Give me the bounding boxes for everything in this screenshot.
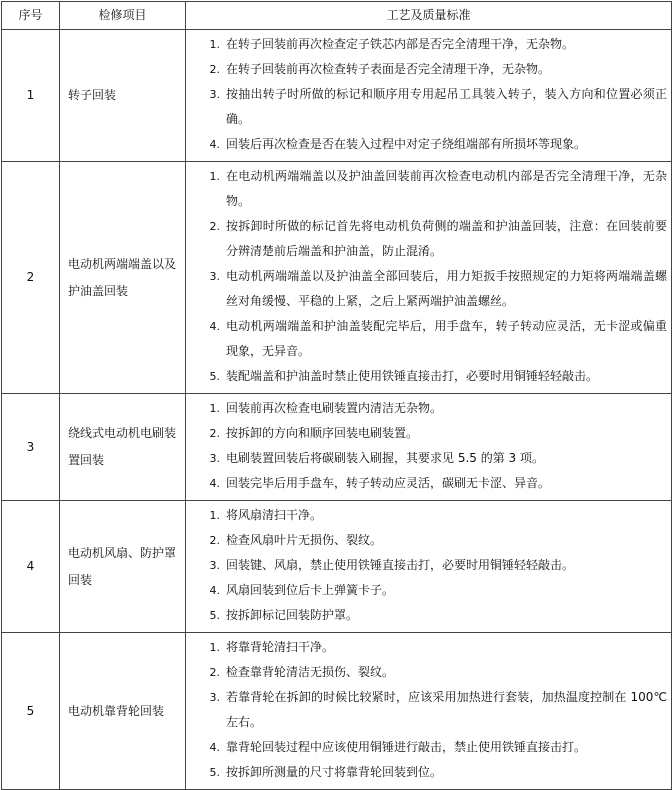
table-row <box>2 633 672 790</box>
list-item <box>186 164 667 214</box>
row-standards-list <box>186 30 672 162</box>
list-item <box>186 314 667 364</box>
maintenance-standards-table <box>1 1 672 790</box>
table-row <box>2 30 672 162</box>
table-row <box>2 394 672 501</box>
table-body <box>2 30 672 790</box>
list-item-text: 回装键、风扇，禁止使用铁锤直接击打，必要时用铜锤轻轻敲击。 <box>226 558 575 572</box>
list-item-text: 电刷装置回装后将碳刷装入刷握，其要求见 5.5 的第 3 项。 <box>226 451 544 465</box>
list-item-text: 将风扇清扫干净。 <box>226 508 323 522</box>
list-item <box>186 364 667 389</box>
list-item <box>186 57 667 82</box>
list-item-text: 回装完毕后用手盘车，转子转动应灵活，碳刷无卡涩、异音。 <box>226 476 551 490</box>
row-serial-number: 2 <box>2 162 60 394</box>
list-item-number: 1. <box>209 641 220 654</box>
list-item-text: 按拆卸时所做的标记首先将电动机负荷侧的端盖和护油盖回装，注意：在回装前要分辨清楚前后端盖和护油盖，防止混淆。 <box>226 219 667 258</box>
list-item-text: 若靠背轮在拆卸的时候比较紧时，应该采用加热进行套装，加热温度控制在 100℃左右。 <box>226 690 667 729</box>
row-maintenance-item: 电动机风扇、防护罩回装 <box>60 501 186 633</box>
list-item <box>186 553 667 578</box>
list-item-text: 按抽出转子时所做的标记和顺序用专用起吊工具装入转子，装入方向和位置必须正确。 <box>226 87 667 126</box>
list-item-text: 风扇回装到位后卡上弹簧卡子。 <box>226 583 395 597</box>
row-serial-number: 5 <box>2 633 60 790</box>
list-item-text: 在转子回装前再次检查转子表面是否完全清理干净，无杂物。 <box>226 62 551 76</box>
list-item-number: 3. <box>209 691 220 704</box>
row-maintenance-item: 绕线式电动机电刷装置回装 <box>60 394 186 501</box>
list-item <box>186 603 667 628</box>
list-item-text: 回装后再次检查是否在装入过程中对定子绕组端部有所损坏等现象。 <box>226 137 587 151</box>
table-header-row <box>2 2 672 30</box>
list-item-number: 2. <box>209 427 220 440</box>
list-item <box>186 685 667 735</box>
list-item-number: 4. <box>209 138 220 151</box>
row-maintenance-item: 转子回装 <box>60 30 186 162</box>
list-item-number: 2. <box>209 666 220 679</box>
list-item-number: 4. <box>209 477 220 490</box>
list-item <box>186 32 667 57</box>
list-item-text: 按拆卸所测量的尺寸将靠背轮回装到位。 <box>226 765 443 779</box>
list-item <box>186 471 667 496</box>
list-item <box>186 421 667 446</box>
list-item-text: 装配端盖和护油盖时禁止使用铁锤直接击打，必要时用铜锤轻轻敲击。 <box>226 369 599 383</box>
list-item-number: 1. <box>209 170 220 183</box>
list-item-text: 靠背轮回装过程中应该使用铜锤进行敲击，禁止使用铁锤直接击打。 <box>226 740 587 754</box>
list-item-number: 1. <box>209 509 220 522</box>
list-item <box>186 503 667 528</box>
list-item-number: 2. <box>209 220 220 233</box>
list-item <box>186 528 667 553</box>
list-item-text: 电动机两端端盖以及护油盖全部回装后，用力矩扳手按照规定的力矩将两端端盖螺丝对角缓慢、平稳的上紧，之后上紧两端护油盖螺丝。 <box>226 269 667 308</box>
list-item-text: 在电动机两端端盖以及护油盖回装前再次检查电动机内部是否完全清理干净，无杂物。 <box>226 169 667 208</box>
row-serial-number: 4 <box>2 501 60 633</box>
list-item-text: 电动机两端端盖和护油盖装配完毕后，用手盘车，转子转动应灵活，无卡涩或偏重现象，无异音。 <box>226 319 667 358</box>
table-row <box>2 162 672 394</box>
list-item-text: 按拆卸的方向和顺序回装电刷装置。 <box>226 426 419 440</box>
list-item-number: 4. <box>209 320 220 333</box>
list-item <box>186 132 667 157</box>
list-item-number: 3. <box>209 559 220 572</box>
list-item <box>186 735 667 760</box>
list-item-number: 2. <box>209 534 220 547</box>
list-item-text: 按拆卸标记回装防护罩。 <box>226 608 359 622</box>
row-maintenance-item: 电动机靠背轮回装 <box>60 633 186 790</box>
list-item <box>186 635 667 660</box>
list-item <box>186 264 667 314</box>
list-item <box>186 82 667 132</box>
table-row <box>2 501 672 633</box>
row-standards-list <box>186 162 672 394</box>
row-serial-number: 1 <box>2 30 60 162</box>
list-item-number: 3. <box>209 88 220 101</box>
list-item-number: 1. <box>209 38 220 51</box>
list-item <box>186 214 667 264</box>
list-item-text: 检查风扇叶片无损伤、裂纹。 <box>226 533 383 547</box>
row-standards-list <box>186 501 672 633</box>
list-item-number: 5. <box>209 609 220 622</box>
list-item-text: 将靠背轮清扫干净。 <box>226 640 335 654</box>
list-item-number: 4. <box>209 584 220 597</box>
list-item <box>186 578 667 603</box>
list-item-number: 5. <box>209 370 220 383</box>
list-item-number: 1. <box>209 402 220 415</box>
list-item-number: 4. <box>209 741 220 754</box>
header-process-quality-standard: 工艺及质量标准 <box>186 2 672 30</box>
row-standards-list <box>186 394 672 501</box>
list-item <box>186 446 667 471</box>
row-serial-number: 3 <box>2 394 60 501</box>
list-item-number: 2. <box>209 63 220 76</box>
list-item-text: 在转子回装前再次检查定子铁芯内部是否完全清理干净，无杂物。 <box>226 37 575 51</box>
list-item-number: 5. <box>209 766 220 779</box>
row-standards-list <box>186 633 672 790</box>
list-item-number: 3. <box>209 452 220 465</box>
row-maintenance-item: 电动机两端端盖以及护油盖回装 <box>60 162 186 394</box>
list-item <box>186 660 667 685</box>
list-item-text: 回装前再次检查电刷装置内清洁无杂物。 <box>226 401 443 415</box>
list-item-text: 检查靠背轮清洁无损伤、裂纹。 <box>226 665 395 679</box>
header-maintenance-item: 检修项目 <box>60 2 186 30</box>
list-item-number: 3. <box>209 270 220 283</box>
header-serial-number: 序号 <box>2 2 60 30</box>
list-item <box>186 760 667 785</box>
list-item <box>186 396 667 421</box>
